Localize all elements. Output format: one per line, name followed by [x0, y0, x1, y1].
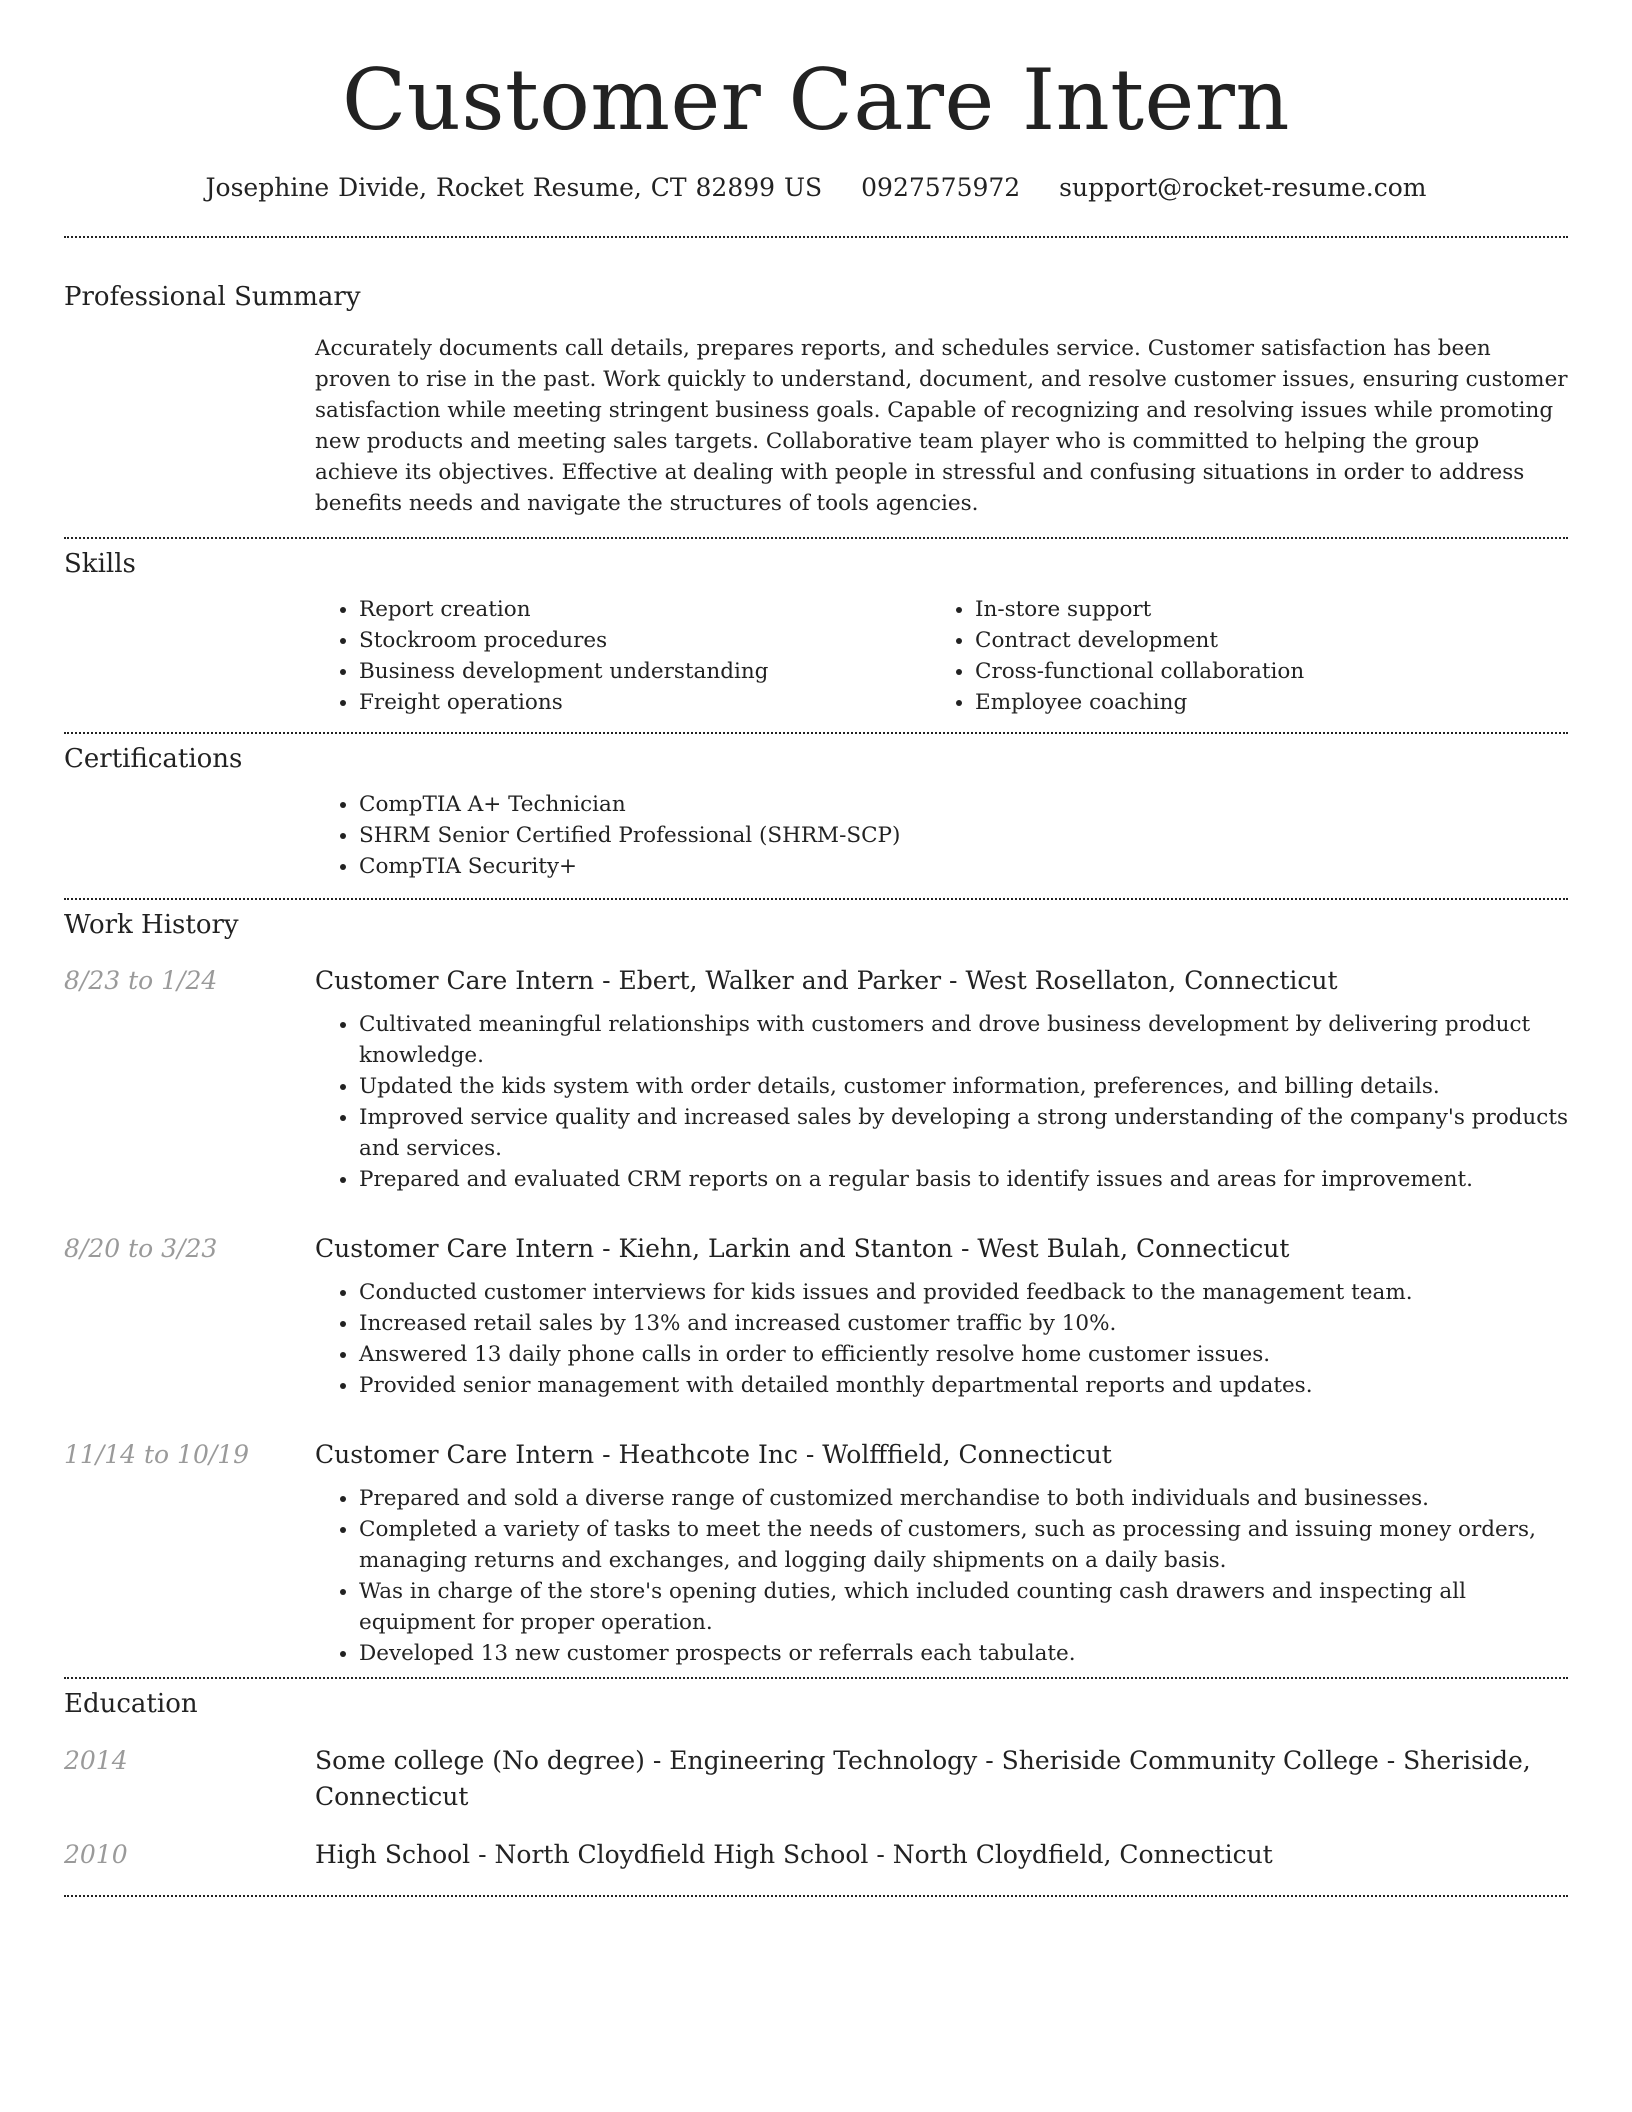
skill-item: • Cross-functional collaboration [975, 656, 1547, 687]
job-title: Customer Care Intern - Heathcote Inc - Wolfffield, Connecticut [315, 1440, 1112, 1470]
education-year: 2010 [64, 1839, 128, 1869]
job-dates: 11/14 to 10/19 [64, 1440, 250, 1470]
skill-item: • In-store support [975, 594, 1547, 625]
skills-section [64, 539, 1568, 732]
skill-item: • Report creation [359, 594, 931, 625]
summary-section [64, 238, 1568, 537]
contact-address: Josephine Divide, Rocket Resume, CT 82899 US [205, 172, 823, 202]
job-title: Customer Care Intern - Ebert, Walker and Parker - West Rosellaton, Connecticut [315, 966, 1338, 996]
section-title-certifications: Certifications [64, 743, 243, 774]
job-bullet: • Improved service quality and increased sales by developing a strong understanding of the company's products and services. [359, 1102, 1568, 1164]
skills-list-2 [931, 594, 1547, 718]
skill-item: • Business development understanding [359, 656, 931, 687]
job-bullet: • Answered 13 daily phone calls in order to efficiently resolve home customer issues. [359, 1339, 1568, 1370]
section-title-work: Work History [64, 910, 239, 941]
skill-item: • Freight operations [359, 687, 931, 718]
certification-item: • SHRM Senior Certified Professional (SHRM-SCP) [359, 820, 1568, 851]
skill-item: • Contract development [975, 625, 1547, 656]
summary-text: Accurately documents call details, prepares reports, and schedules service. Customer satisfaction has been proven to rise in the past. Work quickly to understand, document, and resolve customer issues, ensuring customer satisfaction while meeting stringent business goals. Capable of recognizing and resolving issues while promoting new products and meeting sales targets. Collaborative team player who is committed to helping the group achieve its objectives. Effective at dealing with people in stressful and confusing situations in order to address benefits needs and navigate the structures of tools agencies. [315, 335, 1568, 516]
job-bullet: • Increased retail sales by 13% and increased customer traffic by 10%. [359, 1308, 1568, 1339]
certifications-section [64, 734, 1568, 898]
job-bullet: • Was in charge of the store's opening duties, which included counting cash drawers and inspecting all equipment for proper operation. [359, 1576, 1568, 1638]
section-title-skills: Skills [64, 548, 136, 579]
work-history-section [64, 900, 1568, 1677]
job-bullet: • Developed 13 new customer prospects or referrals each tabulate. [359, 1638, 1568, 1669]
job-bullets [315, 1473, 1568, 1677]
job-bullet: • Prepared and sold a diverse range of customized merchandise to both individuals and businesses. [359, 1483, 1568, 1514]
job-bullets [315, 999, 1568, 1209]
job-dates: 8/20 to 3/23 [64, 1234, 218, 1264]
certifications-list [315, 789, 1568, 882]
job-bullet: • Conducted customer interviews for kids issues and provided feedback to the management team. [359, 1277, 1568, 1308]
contact-email[interactable]: support@rocket-resume.com [1059, 172, 1427, 202]
job-entry [64, 941, 1568, 1209]
education-entry [64, 1721, 1568, 1815]
job-bullet: • Cultivated meaningful relationships with customers and drove business development by delivering product knowledge. [359, 1009, 1568, 1071]
job-bullet: • Prepared and evaluated CRM reports on a regular basis to identify issues and areas for improvement. [359, 1164, 1568, 1195]
section-title-education: Education [64, 1689, 198, 1720]
job-bullet: • Provided senior management with detailed monthly departmental reports and updates. [359, 1370, 1568, 1401]
section-title-summary: Professional Summary [64, 281, 361, 312]
job-bullets [315, 1267, 1568, 1415]
skill-item: • Employee coaching [975, 687, 1547, 718]
education-section [64, 1679, 1568, 1894]
job-entry [64, 1415, 1568, 1677]
resume-page [64, 0, 1568, 1897]
education-entry [64, 1815, 1568, 1895]
job-bullet: • Updated the kids system with order details, customer information, preferences, and billing details. [359, 1071, 1568, 1102]
skills-list-1 [315, 594, 931, 718]
divider [64, 1895, 1568, 1897]
certification-item: • CompTIA A+ Technician [359, 789, 1568, 820]
education-title: High School - North Cloydfield High School - North Cloydfield, Connecticut [315, 1839, 1273, 1869]
education-year: 2014 [64, 1745, 128, 1775]
certification-item: • CompTIA Security+ [359, 851, 1568, 882]
contact-info [64, 173, 1568, 202]
education-title: Some college (No degree) - Engineering Technology - Sheriside Community College - Sheriside, Connecticut [315, 1745, 1531, 1811]
job-dates: 8/23 to 1/24 [64, 966, 218, 996]
resume-name: Customer Care Intern [342, 51, 1290, 149]
job-entry [64, 1209, 1568, 1415]
job-title: Customer Care Intern - Kiehn, Larkin and Stanton - West Bulah, Connecticut [315, 1234, 1290, 1264]
job-bullet: • Completed a variety of tasks to meet the needs of customers, such as processing and issuing money orders, managing returns and exchanges, and logging daily shipments on a daily basis. [359, 1514, 1568, 1576]
skill-item: • Stockroom procedures [359, 625, 931, 656]
contact-phone: 0927575972 [861, 172, 1021, 202]
